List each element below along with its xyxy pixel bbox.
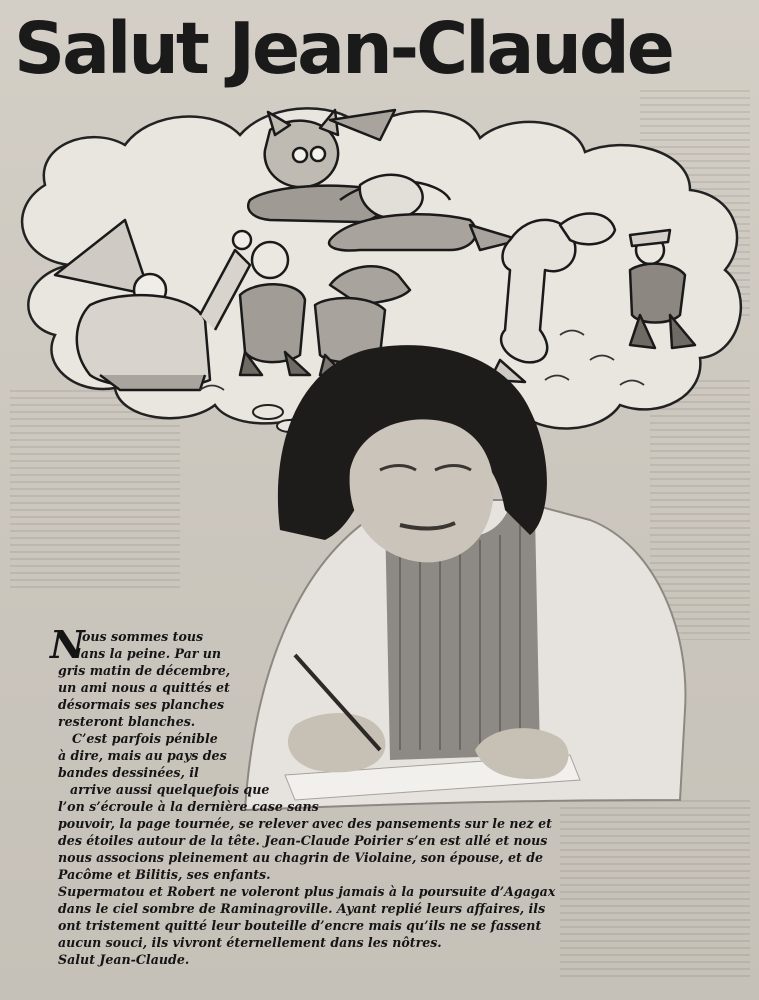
article-line: aucun souci, ils vivront éternellement dans les nôtres.	[58, 935, 442, 950]
drop-cap: N	[50, 622, 85, 667]
article-line: l’on s’écroule à la dernière case sans	[58, 799, 319, 814]
article-line: gris matin de décembre,	[58, 663, 231, 678]
article-line: C’est parfois pénible	[72, 731, 218, 746]
article-line: un ami nous a quittés et	[58, 680, 230, 695]
article-line: à dire, mais au pays des	[58, 748, 227, 763]
headline: Salut Jean-Claude	[14, 7, 672, 90]
article-line: Supermatou et Robert ne voleront plus jamais à la poursuite d’Agagax	[58, 884, 556, 899]
article-line: resteront blanches.	[58, 714, 196, 729]
article-line: arrive aussi quelquefois que	[70, 782, 270, 797]
article-line: Salut Jean-Claude.	[58, 952, 190, 967]
article-line: des étoiles autour de la tête. Jean-Claude Poirier s’en est allé et nous	[58, 833, 548, 848]
artist-portrait-photo	[185, 330, 759, 830]
article-line: nous associons pleinement au chagrin de Violaine, son épouse, et de	[58, 850, 544, 865]
article-line: ous sommes tous	[82, 629, 204, 644]
article-line: Pacôme et Bilitis, ses enfants.	[58, 867, 271, 882]
article-line: dans le ciel sombre de Raminagroville. Ayant replié leurs affaires, ils	[58, 901, 546, 916]
article-line: dans la peine. Par un	[72, 646, 222, 661]
article-line: pouvoir, la page tournée, se relever avec des pansements sur le nez et	[58, 816, 552, 831]
article-line: ont tristement quitté leur bouteille d’encre mais qu’ils ne se fassent	[58, 918, 542, 933]
article-line: désormais ses planches	[58, 697, 225, 712]
article-line: bandes dessinées, il	[58, 765, 199, 780]
